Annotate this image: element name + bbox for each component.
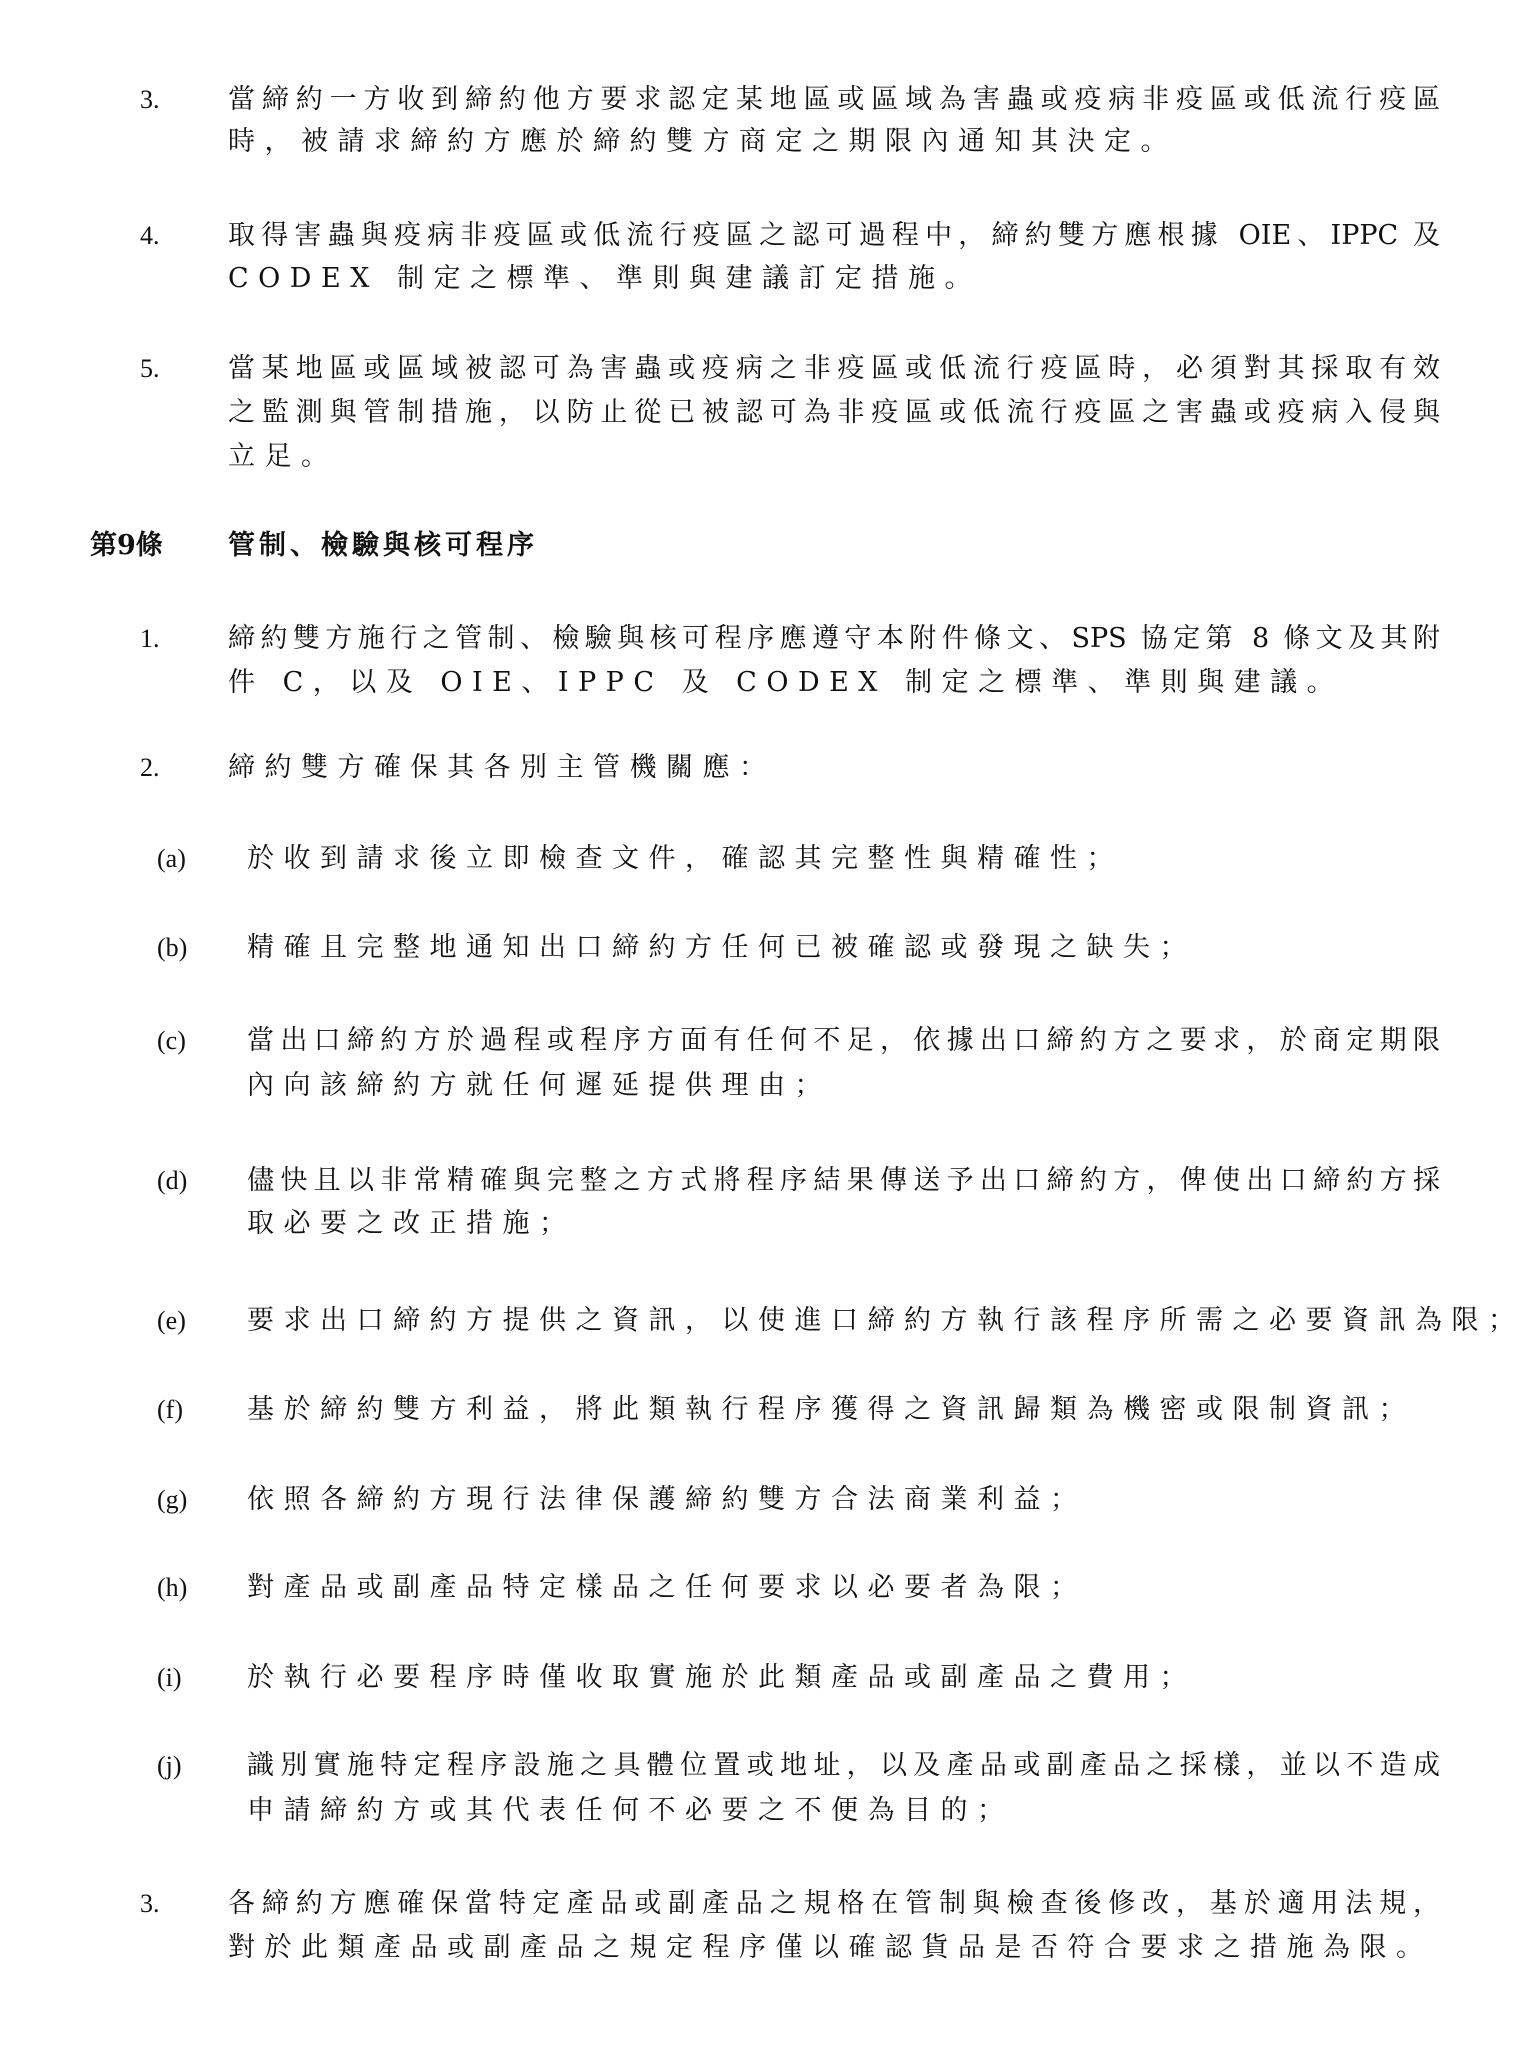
subitem-label: (a)	[157, 844, 186, 873]
subitem-label: (h)	[157, 1573, 188, 1602]
subitem-text-line: 取必要之改正措施；	[247, 1208, 576, 1239]
clause-text-line: 立足。	[228, 441, 338, 472]
subitem-label: (c)	[157, 1026, 186, 1055]
clause-text-line: 締約雙方確保其各別主管機關應：	[228, 752, 776, 783]
subitem-text-line: 識別實施特定程序設施之具體位置或地址，以及產品或副產品之採樣，並以不造成	[247, 1750, 1440, 1781]
clause-text-line: 時，被請求締約方應於締約雙方商定之期限內通知其決定。	[228, 126, 1177, 157]
subitem-label: (d)	[157, 1166, 188, 1195]
clause-text-line: 各締約方應確保當特定產品或副產品之規格在管制與檢查後修改，基於適用法規，	[228, 1888, 1440, 1919]
clause-text-line: 對於此類產品或副產品之規定程序僅以確認貨品是否符合要求之措施為限。	[228, 1932, 1433, 1963]
subitem-text-line: 於執行必要程序時僅收取實施於此類產品或副產品之費用；	[247, 1662, 1196, 1693]
article-number: 第9條	[90, 530, 163, 561]
clause-number: 3.	[140, 1889, 160, 1918]
clause-number: 1.	[140, 624, 160, 653]
article-title: 管制、檢驗與核可程序	[228, 530, 538, 561]
clause-text-line: 締約雙方施行之管制、檢驗與核可程序應遵守本附件條文、SPS 協定第 8 條文及其附	[228, 623, 1440, 654]
subitem-text-line: 申請締約方或其代表任何不必要之不便為目的；	[247, 1795, 1014, 1826]
subitem-label: (j)	[157, 1751, 182, 1780]
subitem-text-line: 儘快且以非常精確與完整之方式將程序結果傳送予出口締約方，俾使出口締約方採	[247, 1165, 1440, 1196]
clause-text-line: 之監測與管制措施，以防止從已被認可為非疫區或低流行疫區之害蟲或疫病入侵與	[228, 397, 1440, 428]
clause-text-line: 當締約一方收到締約他方要求認定某地區或區域為害蟲或疫病非疫區或低流行疫區	[228, 84, 1440, 115]
subitem-label: (b)	[157, 933, 188, 962]
subitem-label: (f)	[157, 1395, 183, 1424]
subitem-text-line: 當出口締約方於過程或程序方面有任何不足，依據出口締約方之要求，於商定期限	[247, 1025, 1440, 1056]
clause-number: 4.	[140, 221, 160, 250]
subitem-label: (g)	[157, 1485, 188, 1514]
clause-text-line: 取得害蟲與疫病非疫區或低流行疫區之認可過程中，締約雙方應根據 OIE、IPPC 及	[228, 220, 1440, 251]
subitem-label: (i)	[157, 1663, 182, 1692]
clause-text-line: 件 C，以及 OIE、IPPC 及 CODEX 制定之標準、準則與建議。	[228, 667, 1344, 698]
subitem-label: (e)	[157, 1306, 186, 1335]
subitem-text-line: 基於締約雙方利益，將此類執行程序獲得之資訊歸類為機密或限制資訊；	[247, 1394, 1415, 1425]
subitem-text-line: 於收到請求後立即檢查文件，確認其完整性與精確性；	[247, 843, 1123, 874]
clause-text-line: CODEX 制定之標準、準則與建議訂定措施。	[228, 263, 981, 294]
subitem-text-line: 要求出口締約方提供之資訊，以使進口締約方執行該程序所需之必要資訊為限；	[247, 1305, 1525, 1336]
subitem-text-line: 依照各締約方現行法律保護締約雙方合法商業利益；	[247, 1484, 1087, 1515]
clause-text-line: 當某地區或區域被認可為害蟲或疫病之非疫區或低流行疫區時，必須對其採取有效	[228, 353, 1440, 384]
clause-number: 3.	[140, 85, 160, 114]
subitem-text-line: 精確且完整地通知出口締約方任何已被確認或發現之缺失；	[247, 932, 1196, 963]
clause-number: 5.	[140, 354, 160, 383]
subitem-text-line: 對產品或副產品特定樣品之任何要求以必要者為限；	[247, 1572, 1087, 1603]
clause-number: 2.	[140, 753, 160, 782]
subitem-text-line: 內向該締約方就任何遲延提供理由；	[247, 1070, 831, 1101]
